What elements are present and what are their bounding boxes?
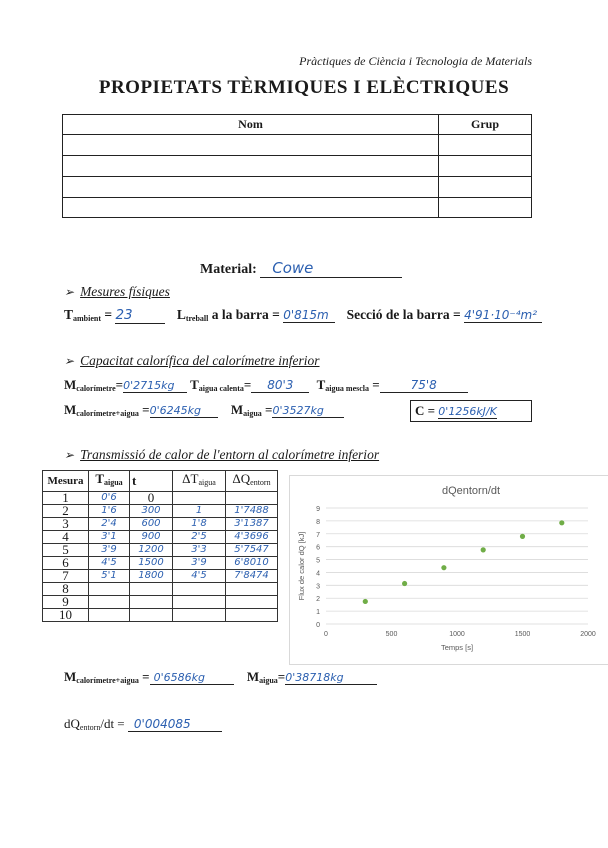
table-row (43, 557, 278, 570)
delta-t-cell[interactable] (173, 492, 226, 505)
time-cell[interactable]: 0 (130, 492, 173, 505)
scatter-chart (290, 476, 608, 664)
capacitat-row-1: $M_{calorímetre}=0'2715kg$ $T_{aigua calenta}= 80'3$ $T_{aigua mescla} = 75'8$ (64, 377, 468, 393)
col-mesura: Mesura (43, 471, 89, 492)
table-row (43, 570, 278, 583)
time-cell[interactable]: 1200 (130, 544, 173, 557)
data-point (363, 599, 368, 604)
t-aigua-cell[interactable]: 4'5 (89, 557, 130, 570)
row-number: 9 (43, 596, 89, 609)
group-cell[interactable] (439, 198, 532, 218)
table-row (43, 492, 278, 505)
col-delta-q: $\Delta Q_{entorn}$ (226, 471, 278, 492)
y-tick-label: 9 (316, 506, 320, 513)
m-calorimetre-aigua-value[interactable]: 0'6245kg (150, 404, 218, 418)
x-tick-label: 0 (324, 631, 328, 638)
delta-q-cell[interactable]: 3'1387 (226, 518, 278, 531)
arrow-bullet-icon: ➢ (64, 448, 75, 462)
mesures-row: $T_{ambient} = 23$ $L_{treball}$ a la barra = 0'815m Secció de la barra = 4'91·10⁻⁴m² (64, 307, 542, 324)
time-cell[interactable] (130, 609, 173, 622)
col-delta-t: $\Delta T_{aigua}$ (173, 471, 226, 492)
col-time: t (130, 471, 173, 492)
arrow-bullet-icon: ➢ (64, 354, 75, 368)
t-aigua-cell[interactable] (89, 596, 130, 609)
seccio-value[interactable]: 4'91·10⁻⁴m² (464, 308, 542, 323)
data-point (520, 534, 525, 539)
x-tick-label: 1000 (449, 631, 465, 638)
course-subtitle: Pràctiques de Ciència i Tecnologia de Materials (299, 54, 532, 68)
x-axis-label: Temps [s] (440, 643, 474, 652)
table-row (43, 583, 278, 596)
time-cell[interactable]: 300 (130, 505, 173, 518)
t-aigua-cell[interactable]: 5'1 (89, 570, 130, 583)
y-tick-label: 5 (316, 557, 320, 565)
result-m-aigua-value[interactable]: 0'38718kg (285, 671, 377, 685)
results-row-2: $dQ_{entorn}/dt = 0'004085$ (64, 716, 222, 732)
m-calorimetre-value[interactable]: 0'2715kg (123, 379, 187, 393)
material-row (200, 259, 402, 278)
measurements-table (42, 470, 278, 622)
y-tick-label: 1 (316, 609, 320, 617)
results-row-1: $M_{calorímetre+aigua} = 0'6586kg$ $M_{aigua}=0'38718kg$ (64, 669, 377, 685)
col-t-aigua: $T_{aigua}$ (89, 471, 130, 492)
table-row (43, 518, 278, 531)
table-row (43, 544, 278, 557)
delta-t-cell[interactable]: 3'3 (173, 544, 226, 557)
table-row (43, 609, 278, 622)
time-cell[interactable]: 900 (130, 531, 173, 544)
row-number: 5 (43, 544, 89, 557)
row-number: 8 (43, 583, 89, 596)
delta-t-cell[interactable] (173, 596, 226, 609)
delta-q-cell[interactable]: 1'7488 (226, 505, 278, 518)
name-cell[interactable] (63, 177, 439, 198)
data-point (441, 565, 446, 570)
t-aigua-cell[interactable]: 1'6 (89, 505, 130, 518)
result-m-cal-aigua-value[interactable]: 0'6586kg (150, 671, 234, 685)
data-point (559, 520, 564, 525)
row-number: 2 (43, 505, 89, 518)
x-tick-label: 500 (385, 631, 398, 638)
group-cell[interactable] (439, 177, 532, 198)
material-value[interactable]: Cowe (260, 259, 402, 278)
delta-q-cell[interactable]: 6'8010 (226, 557, 278, 570)
y-tick-label: 6 (316, 544, 320, 552)
section-transmissio: ➢ Transmissió de calor de l'entorn al calorímetre inferior (64, 447, 380, 462)
name-cell[interactable] (63, 198, 439, 218)
t-aigua-cell[interactable]: 3'9 (89, 544, 130, 557)
group-cell[interactable] (439, 135, 532, 156)
time-cell[interactable] (130, 596, 173, 609)
delta-t-cell[interactable]: 4'5 (173, 570, 226, 583)
delta-t-cell[interactable] (173, 609, 226, 622)
t-aigua-cell[interactable] (89, 583, 130, 596)
data-point (402, 581, 407, 586)
time-cell[interactable]: 1800 (130, 570, 173, 583)
t-aigua-cell[interactable]: 0'6 (89, 492, 130, 505)
chart-title: dQentorn/dt (441, 485, 501, 497)
delta-q-cell[interactable]: 5'7547 (226, 544, 278, 557)
row-number: 10 (43, 609, 89, 622)
t-aigua-calenta-value[interactable]: 80'3 (251, 378, 309, 393)
y-tick-label: 4 (316, 570, 320, 578)
time-cell[interactable]: 1500 (130, 557, 173, 570)
x-tick-label: 2000 (580, 631, 596, 638)
delta-q-cell[interactable] (226, 596, 278, 609)
names-col-name: Nom (63, 115, 439, 135)
chart-container (289, 475, 608, 665)
name-cell[interactable] (63, 135, 439, 156)
table-row (43, 531, 278, 544)
data-point (481, 547, 486, 552)
arrow-bullet-icon: ➢ (64, 285, 75, 299)
delta-t-cell[interactable] (173, 583, 226, 596)
y-tick-label: 0 (316, 622, 320, 629)
names-table (62, 114, 532, 218)
time-cell[interactable] (130, 583, 173, 596)
section-mesures: ➢ Mesures físiques (64, 284, 170, 299)
l-treball-value[interactable]: 0'815m (283, 308, 335, 323)
delta-q-cell[interactable] (226, 492, 278, 505)
t-aigua-cell[interactable]: 2'4 (89, 518, 130, 531)
y-tick-label: 7 (316, 531, 320, 539)
page-title: PROPIETATS TÈRMIQUES I ELÈCTRIQUES (98, 77, 510, 98)
y-tick-label: 8 (316, 518, 320, 526)
delta-q-cell[interactable]: 7'8474 (226, 570, 278, 583)
table-row (43, 596, 278, 609)
row-number: 6 (43, 557, 89, 570)
row-number: 3 (43, 518, 89, 531)
time-cell[interactable]: 600 (130, 518, 173, 531)
names-col-group: Grup (439, 115, 532, 135)
row-number: 7 (43, 570, 89, 583)
delta-t-cell[interactable]: 1 (173, 505, 226, 518)
y-axis-label: Flux de calor dQ [kJ] (297, 531, 306, 601)
x-tick-label: 1500 (514, 631, 531, 638)
c-value[interactable]: 0'1256kJ/K (438, 405, 497, 418)
material-label: Material: (200, 262, 257, 277)
group-cell[interactable] (439, 156, 532, 177)
row-number: 4 (43, 531, 89, 544)
delta-q-cell[interactable]: 4'3696 (226, 531, 278, 544)
c-box: C = 0'1256kJ/K (410, 400, 532, 422)
table-header-row (43, 471, 278, 492)
delta-t-cell[interactable]: 2'5 (173, 531, 226, 544)
y-tick-label: 3 (316, 583, 320, 591)
t-aigua-cell[interactable] (89, 609, 130, 622)
y-tick-label: 2 (316, 596, 320, 604)
table-row (43, 505, 278, 518)
delta-t-cell[interactable]: 3'9 (173, 557, 226, 570)
delta-t-cell[interactable]: 1'8 (173, 518, 226, 531)
m-aigua-value[interactable]: 0'3527kg (272, 404, 344, 418)
t-ambient-value[interactable]: 23 (115, 307, 165, 324)
delta-q-cell[interactable] (226, 583, 278, 596)
delta-q-cell[interactable] (226, 609, 278, 622)
section-capacitat: ➢ Capacitat calorífica del calorímetre inferior (64, 353, 320, 368)
t-aigua-mescla-value[interactable]: 75'8 (380, 378, 468, 393)
dq-dt-value[interactable]: 0'004085 (128, 717, 222, 732)
t-aigua-cell[interactable]: 3'1 (89, 531, 130, 544)
name-cell[interactable] (63, 156, 439, 177)
capacitat-row-2: $M_{calorímetre+aigua} =0'6245kg$ $M_{aigua} =0'3527kg$ (64, 402, 344, 418)
row-number: 1 (43, 492, 89, 505)
